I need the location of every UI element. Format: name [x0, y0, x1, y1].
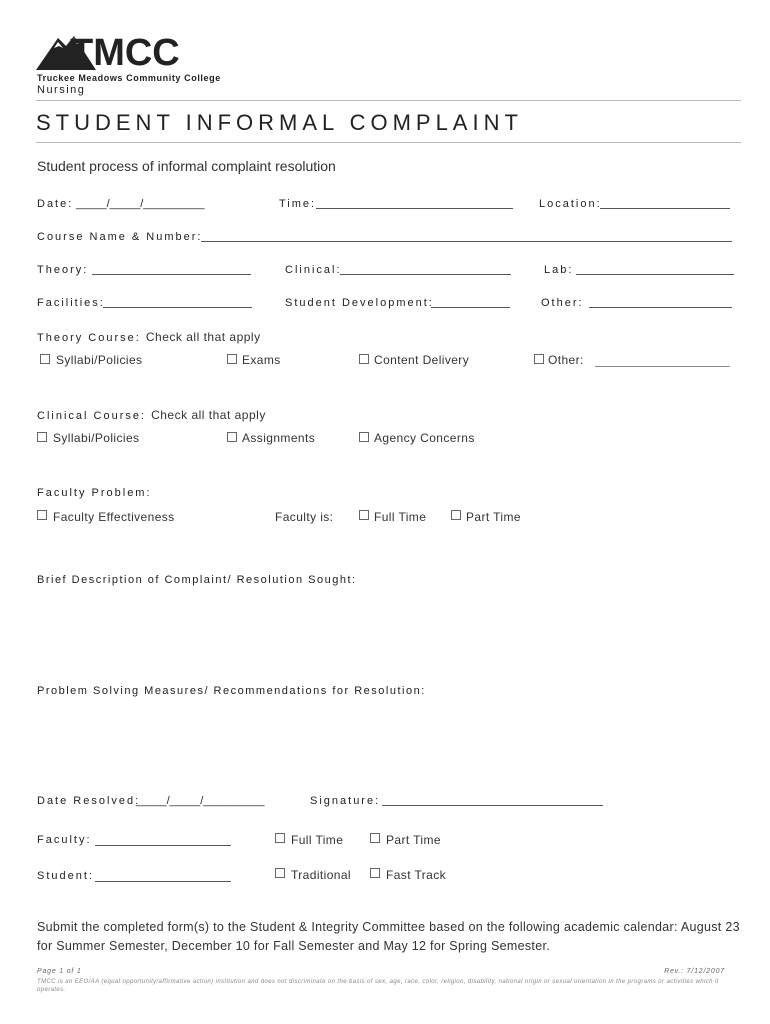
- time-field[interactable]: [316, 208, 513, 209]
- eeo-statement: TMCC is an EEO/AA (equal opportunity/affirmative action) institution and does not discriminate on the basis of sex, age, race, color, religion, disability, national origin or sexual orientation in the programs or activities which it operates.: [37, 979, 719, 993]
- clinical-agency-concerns-checkbox[interactable]: [359, 432, 369, 442]
- college-name: Truckee Meadows Community College: [37, 73, 221, 83]
- lab-label: Lab:: [544, 264, 574, 276]
- clinical-course-heading: [37, 408, 266, 422]
- date-label: Date:: [37, 198, 74, 210]
- clinical-course-heading-text: Clinical Course:: [37, 410, 147, 422]
- faculty-field[interactable]: [95, 845, 231, 846]
- theory-exams-checkbox[interactable]: [227, 354, 237, 364]
- page-number: Page 1 of 1: [37, 968, 82, 975]
- faculty-is-label: Faculty is:: [275, 510, 334, 524]
- theory-content-delivery-checkbox[interactable]: [359, 354, 369, 364]
- faculty-part-time-checkbox[interactable]: [451, 510, 461, 520]
- other-field[interactable]: [589, 307, 732, 308]
- faculty-problem-heading: Faculty Problem:: [37, 487, 152, 499]
- theory-label: Theory:: [37, 264, 89, 276]
- theory-content-delivery-label: Content Delivery: [374, 353, 470, 367]
- header-divider: [36, 100, 741, 101]
- faculty-part-time-label: Part Time: [466, 510, 521, 524]
- faculty-effectiveness-label: Faculty Effectiveness: [53, 510, 175, 524]
- date-blank[interactable]: _____/_____/__________: [76, 198, 205, 210]
- location-label: Location:: [539, 198, 602, 210]
- date-resolved-label: Date Resolved:: [37, 795, 141, 807]
- theory-other-field[interactable]: [595, 366, 730, 367]
- student-label: Student:: [37, 870, 94, 882]
- clinical-agency-concerns-label: Agency Concerns: [374, 431, 475, 445]
- student-traditional-label: Traditional: [291, 868, 351, 882]
- problem-solving-heading: Problem Solving Measures/ Recommendations for Resolution:: [37, 685, 426, 697]
- theory-field[interactable]: [92, 274, 251, 275]
- student-development-label: Student Development:: [285, 297, 434, 309]
- logo-text: TMCC: [70, 32, 180, 74]
- student-traditional-checkbox[interactable]: [275, 868, 285, 878]
- theory-syllabi-checkbox[interactable]: [40, 354, 50, 364]
- page-title: STUDENT INFORMAL COMPLAINT: [36, 110, 523, 135]
- resolution-faculty-part-time-checkbox[interactable]: [370, 833, 380, 843]
- theory-course-heading-text: Theory Course:: [37, 332, 141, 344]
- department-name: Nursing: [37, 84, 86, 96]
- course-label: Course Name & Number:: [37, 231, 203, 243]
- facilities-label: Facilities:: [37, 297, 105, 309]
- theory-other-label: Other:: [548, 353, 584, 367]
- title-divider: [36, 142, 741, 143]
- resolution-faculty-full-time-checkbox[interactable]: [275, 833, 285, 843]
- clinical-syllabi-checkbox[interactable]: [37, 432, 47, 442]
- signature-field[interactable]: [382, 805, 603, 806]
- resolution-faculty-part-time-label: Part Time: [386, 833, 441, 847]
- lab-field[interactable]: [576, 274, 734, 275]
- theory-exams-label: Exams: [242, 353, 281, 367]
- date-resolved-blank[interactable]: _____/_____/__________: [136, 795, 265, 807]
- student-fast-track-label: Fast Track: [386, 868, 447, 882]
- student-field[interactable]: [95, 881, 231, 882]
- facilities-field[interactable]: [103, 307, 252, 308]
- clinical-field[interactable]: [340, 274, 511, 275]
- faculty-full-time-checkbox[interactable]: [359, 510, 369, 520]
- brief-description-heading: Brief Description of Complaint/ Resolution Sought:: [37, 574, 357, 586]
- other-label: Other:: [541, 297, 584, 309]
- clinical-assignments-checkbox[interactable]: [227, 432, 237, 442]
- theory-other-checkbox[interactable]: [534, 354, 544, 364]
- faculty-full-time-label: Full Time: [374, 510, 427, 524]
- clinical-syllabi-label: Syllabi/Policies: [53, 431, 140, 445]
- signature-label: Signature:: [310, 795, 381, 807]
- submit-instructions: Submit the completed form(s) to the Student & Integrity Committee based on the following academic calendar: August 23 for Summer Semester, December 10 for Fall Semester and May 12 for Spring Semester.: [37, 920, 740, 953]
- faculty-effectiveness-checkbox[interactable]: [37, 510, 47, 520]
- resolution-faculty-full-time-label: Full Time: [291, 833, 344, 847]
- time-label: Time:: [279, 198, 317, 210]
- theory-syllabi-label: Syllabi/Policies: [56, 353, 143, 367]
- student-fast-track-checkbox[interactable]: [370, 868, 380, 878]
- theory-course-heading: [37, 330, 261, 344]
- student-development-field[interactable]: [431, 307, 510, 308]
- location-field[interactable]: [600, 208, 730, 209]
- clinical-label: Clinical:: [285, 264, 342, 276]
- revision-date: Rev.: 7/12/2007: [664, 968, 725, 975]
- clinical-course-hint: Check all that apply: [151, 408, 266, 422]
- course-field[interactable]: [201, 241, 732, 242]
- clinical-assignments-label: Assignments: [242, 431, 316, 445]
- theory-course-hint: Check all that apply: [145, 330, 261, 344]
- page-subtitle: Student process of informal complaint resolution: [37, 158, 336, 174]
- faculty-label: Faculty:: [37, 834, 92, 846]
